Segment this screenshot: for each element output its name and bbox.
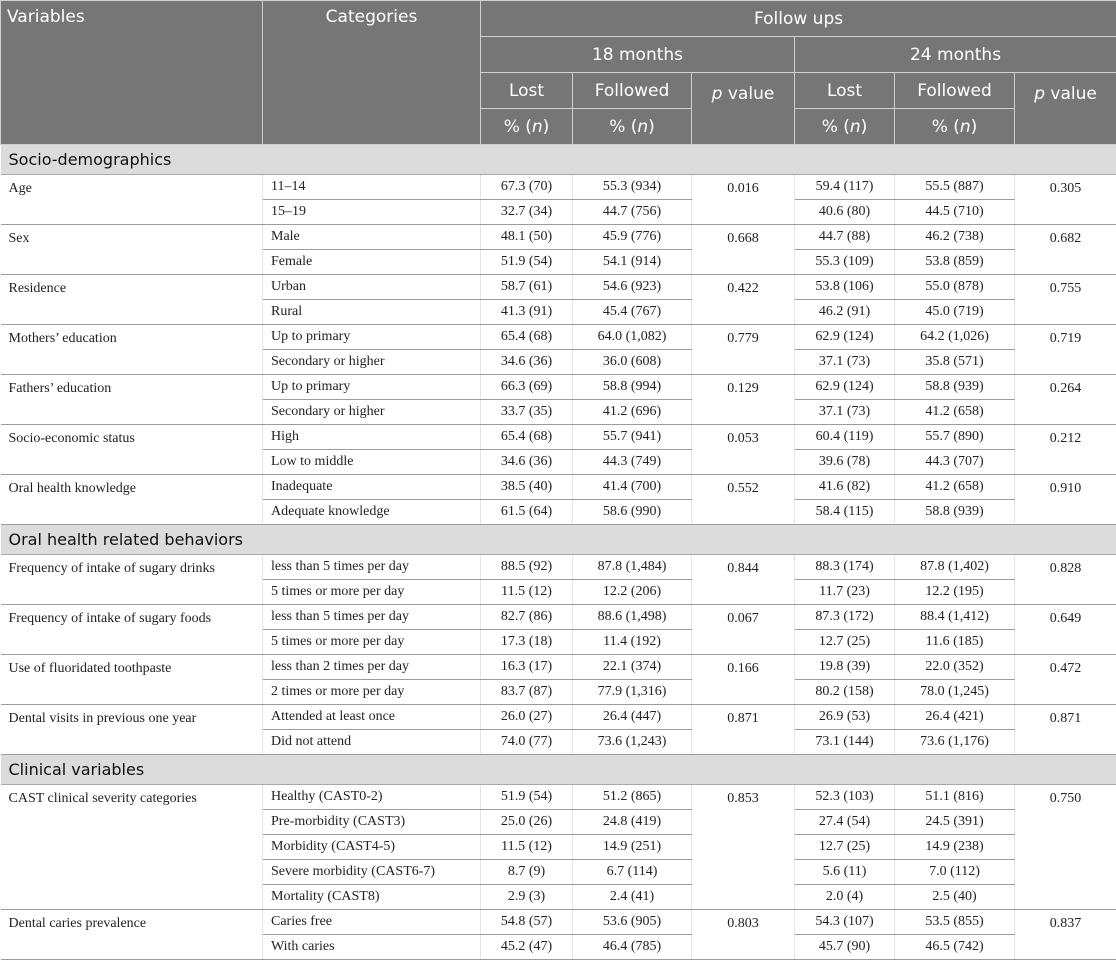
section-row: [1, 525, 1116, 555]
followed-18-cell: 24.8 (419): [573, 810, 692, 835]
followed-24-cell: 2.5 (40): [895, 885, 1015, 910]
category-cell: Pre-morbidity (CAST3): [263, 810, 481, 835]
p-value-18-cell: 0.016: [692, 175, 795, 225]
col-header-pct-n: % (n): [795, 109, 895, 145]
followed-18-cell: 87.8 (1,484): [573, 555, 692, 580]
followed-18-cell: 64.0 (1,082): [573, 325, 692, 350]
col-header-lost-18: Lost: [481, 73, 573, 109]
lost-18-cell: 48.1 (50): [481, 225, 573, 250]
section-row: [1, 755, 1116, 785]
col-header-pct-n: % (n): [481, 109, 573, 145]
lost-24-cell: 87.3 (172): [795, 605, 895, 630]
p-value-18-cell: 0.166: [692, 655, 795, 705]
followed-24-cell: 26.4 (421): [895, 705, 1015, 730]
followed-18-cell: 41.2 (696): [573, 400, 692, 425]
followed-18-cell: 46.4 (785): [573, 935, 692, 960]
lost-18-cell: 8.7 (9): [481, 860, 573, 885]
followed-24-cell: 41.2 (658): [895, 475, 1015, 500]
followed-18-cell: 11.4 (192): [573, 630, 692, 655]
p-value-24-cell: 0.649: [1015, 605, 1116, 655]
lost-18-cell: 34.6 (36): [481, 450, 573, 475]
followed-18-cell: 55.3 (934): [573, 175, 692, 200]
category-cell: Secondary or higher: [263, 400, 481, 425]
p-value-24-cell: 0.472: [1015, 655, 1116, 705]
category-cell: less than 5 times per day: [263, 555, 481, 580]
table-header: [1, 1, 1116, 145]
followed-24-cell: 87.8 (1,402): [895, 555, 1015, 580]
followed-18-cell: 58.6 (990): [573, 500, 692, 525]
variable-name: CAST clinical severity categories: [1, 785, 263, 910]
lost-24-cell: 41.6 (82): [795, 475, 895, 500]
variable-name: Fathers’ education: [1, 375, 263, 425]
followed-24-cell: 24.5 (391): [895, 810, 1015, 835]
p-value-18-cell: 0.871: [692, 705, 795, 755]
table-row: [1, 910, 1116, 935]
p-value-24-cell: 0.264: [1015, 375, 1116, 425]
p-value-18-cell: 0.053: [692, 425, 795, 475]
followed-18-cell: 14.9 (251): [573, 835, 692, 860]
followed-24-cell: 11.6 (185): [895, 630, 1015, 655]
followed-24-cell: 22.0 (352): [895, 655, 1015, 680]
followed-18-cell: 54.1 (914): [573, 250, 692, 275]
col-header-variables: Variables: [1, 1, 263, 145]
p-value-24-cell: 0.682: [1015, 225, 1116, 275]
lost-18-cell: 33.7 (35): [481, 400, 573, 425]
lost-24-cell: 44.7 (88): [795, 225, 895, 250]
lost-24-cell: 40.6 (80): [795, 200, 895, 225]
variable-name: Residence: [1, 275, 263, 325]
category-cell: Mortality (CAST8): [263, 885, 481, 910]
section-row: [1, 145, 1116, 175]
category-cell: Urban: [263, 275, 481, 300]
lost-18-cell: 38.5 (40): [481, 475, 573, 500]
lost-24-cell: 55.3 (109): [795, 250, 895, 275]
followed-24-cell: 55.5 (887): [895, 175, 1015, 200]
category-cell: Up to primary: [263, 325, 481, 350]
followed-18-cell: 55.7 (941): [573, 425, 692, 450]
table-row: [1, 175, 1116, 200]
followed-18-cell: 36.0 (608): [573, 350, 692, 375]
lost-24-cell: 39.6 (78): [795, 450, 895, 475]
col-header-p-value-24: [1015, 73, 1116, 145]
category-cell: 11–14: [263, 175, 481, 200]
followed-24-cell: 45.0 (719): [895, 300, 1015, 325]
lost-18-cell: 51.9 (54): [481, 250, 573, 275]
table-row: [1, 555, 1116, 580]
followed-18-cell: 51.2 (865): [573, 785, 692, 810]
category-cell: Inadequate: [263, 475, 481, 500]
lost-24-cell: 54.3 (107): [795, 910, 895, 935]
lost-18-cell: 11.5 (12): [481, 580, 573, 605]
p-value-24-cell: 0.828: [1015, 555, 1116, 605]
followed-24-cell: 14.9 (238): [895, 835, 1015, 860]
col-header-pct-n: % (n): [573, 109, 692, 145]
p-value-24-cell: 0.910: [1015, 475, 1116, 525]
variable-name: Age: [1, 175, 263, 225]
followed-24-cell: 53.8 (859): [895, 250, 1015, 275]
category-cell: Severe morbidity (CAST6-7): [263, 860, 481, 885]
followed-18-cell: 88.6 (1,498): [573, 605, 692, 630]
lost-18-cell: 2.9 (3): [481, 885, 573, 910]
p-value-24-cell: 0.750: [1015, 785, 1116, 910]
lost-24-cell: 12.7 (25): [795, 835, 895, 860]
category-cell: Low to middle: [263, 450, 481, 475]
lost-18-cell: 32.7 (34): [481, 200, 573, 225]
variable-name: Socio-economic status: [1, 425, 263, 475]
lost-24-cell: 5.6 (11): [795, 860, 895, 885]
followed-24-cell: 46.2 (738): [895, 225, 1015, 250]
col-header-p-value-18: [692, 73, 795, 145]
category-cell: Female: [263, 250, 481, 275]
category-cell: Caries free: [263, 910, 481, 935]
followed-24-cell: 41.2 (658): [895, 400, 1015, 425]
p-value-18-cell: 0.844: [692, 555, 795, 605]
followed-24-cell: 44.5 (710): [895, 200, 1015, 225]
lost-24-cell: 80.2 (158): [795, 680, 895, 705]
lost-18-cell: 88.5 (92): [481, 555, 573, 580]
lost-24-cell: 27.4 (54): [795, 810, 895, 835]
followed-24-cell: 58.8 (939): [895, 375, 1015, 400]
category-cell: Healthy (CAST0-2): [263, 785, 481, 810]
category-cell: less than 2 times per day: [263, 655, 481, 680]
p-value-24-cell: 0.837: [1015, 910, 1116, 960]
lost-18-cell: 25.0 (26): [481, 810, 573, 835]
table-row: [1, 655, 1116, 680]
table-row: [1, 605, 1116, 630]
followed-18-cell: 45.9 (776): [573, 225, 692, 250]
followed-24-cell: 73.6 (1,176): [895, 730, 1015, 755]
category-cell: 5 times or more per day: [263, 630, 481, 655]
lost-24-cell: 37.1 (73): [795, 350, 895, 375]
lost-24-cell: 26.9 (53): [795, 705, 895, 730]
followed-18-cell: 22.1 (374): [573, 655, 692, 680]
lost-18-cell: 11.5 (12): [481, 835, 573, 860]
category-cell: High: [263, 425, 481, 450]
followed-18-cell: 73.6 (1,243): [573, 730, 692, 755]
followed-18-cell: 44.7 (756): [573, 200, 692, 225]
p-value-18-cell: 0.779: [692, 325, 795, 375]
followed-18-cell: 54.6 (923): [573, 275, 692, 300]
variable-name: Dental caries prevalence: [1, 910, 263, 960]
followed-24-cell: 51.1 (816): [895, 785, 1015, 810]
lost-24-cell: 58.4 (115): [795, 500, 895, 525]
col-header-lost-24: Lost: [795, 73, 895, 109]
table-row: [1, 475, 1116, 500]
variable-name: Sex: [1, 225, 263, 275]
lost-24-cell: 59.4 (117): [795, 175, 895, 200]
lost-24-cell: 37.1 (73): [795, 400, 895, 425]
lost-24-cell: 62.9 (124): [795, 375, 895, 400]
followed-24-cell: 35.8 (571): [895, 350, 1015, 375]
followed-18-cell: 2.4 (41): [573, 885, 692, 910]
followed-18-cell: 45.4 (767): [573, 300, 692, 325]
category-cell: Rural: [263, 300, 481, 325]
lost-24-cell: 12.7 (25): [795, 630, 895, 655]
category-cell: 2 times or more per day: [263, 680, 481, 705]
col-header-18-months: 18 months: [481, 37, 795, 73]
col-header-categories: Categories: [263, 1, 481, 145]
variable-name: Use of fluoridated toothpaste: [1, 655, 263, 705]
lost-18-cell: 82.7 (86): [481, 605, 573, 630]
category-cell: Attended at least once: [263, 705, 481, 730]
lost-18-cell: 41.3 (91): [481, 300, 573, 325]
p-value-18-cell: 0.552: [692, 475, 795, 525]
p-value-18-cell: 0.067: [692, 605, 795, 655]
p-value-suffix: value: [1045, 84, 1097, 104]
category-cell: Morbidity (CAST4-5): [263, 835, 481, 860]
section-title: Socio-demographics: [1, 145, 1116, 175]
lost-18-cell: 51.9 (54): [481, 785, 573, 810]
category-cell: 5 times or more per day: [263, 580, 481, 605]
category-cell: Did not attend: [263, 730, 481, 755]
p-value-24-cell: 0.305: [1015, 175, 1116, 225]
p-value-18-cell: 0.803: [692, 910, 795, 960]
lost-24-cell: 52.3 (103): [795, 785, 895, 810]
table-row: [1, 375, 1116, 400]
lost-24-cell: 88.3 (174): [795, 555, 895, 580]
category-cell: Secondary or higher: [263, 350, 481, 375]
col-header-followed-18: Followed: [573, 73, 692, 109]
category-cell: Up to primary: [263, 375, 481, 400]
followed-24-cell: 46.5 (742): [895, 935, 1015, 960]
variable-name: Oral health knowledge: [1, 475, 263, 525]
lost-24-cell: 19.8 (39): [795, 655, 895, 680]
p-value-24-cell: 0.755: [1015, 275, 1116, 325]
followed-24-cell: 88.4 (1,412): [895, 605, 1015, 630]
followed-24-cell: 64.2 (1,026): [895, 325, 1015, 350]
variable-name: Mothers’ education: [1, 325, 263, 375]
followed-18-cell: 41.4 (700): [573, 475, 692, 500]
lost-18-cell: 67.3 (70): [481, 175, 573, 200]
lost-18-cell: 45.2 (47): [481, 935, 573, 960]
lost-18-cell: 58.7 (61): [481, 275, 573, 300]
lost-24-cell: 53.8 (106): [795, 275, 895, 300]
table-row: [1, 275, 1116, 300]
followed-18-cell: 26.4 (447): [573, 705, 692, 730]
table-body: [1, 145, 1116, 960]
p-symbol: p: [711, 84, 723, 104]
lost-24-cell: 73.1 (144): [795, 730, 895, 755]
section-title: Clinical variables: [1, 755, 1116, 785]
section-title: Oral health related behaviors: [1, 525, 1116, 555]
lost-24-cell: 2.0 (4): [795, 885, 895, 910]
p-value-suffix: value: [722, 84, 775, 104]
lost-18-cell: 65.4 (68): [481, 325, 573, 350]
followed-18-cell: 53.6 (905): [573, 910, 692, 935]
followed-18-cell: 58.8 (994): [573, 375, 692, 400]
lost-24-cell: 46.2 (91): [795, 300, 895, 325]
p-value-18-cell: 0.129: [692, 375, 795, 425]
followed-18-cell: 6.7 (114): [573, 860, 692, 885]
col-header-follow-ups: Follow ups: [481, 1, 1116, 37]
table-row: [1, 225, 1116, 250]
lost-18-cell: 74.0 (77): [481, 730, 573, 755]
followed-24-cell: 7.0 (112): [895, 860, 1015, 885]
table-row: [1, 785, 1116, 810]
p-value-24-cell: 0.719: [1015, 325, 1116, 375]
p-value-18-cell: 0.853: [692, 785, 795, 910]
followed-18-cell: 44.3 (749): [573, 450, 692, 475]
category-cell: 15–19: [263, 200, 481, 225]
followed-24-cell: 55.7 (890): [895, 425, 1015, 450]
lost-18-cell: 16.3 (17): [481, 655, 573, 680]
variable-name: Frequency of intake of sugary drinks: [1, 555, 263, 605]
followed-24-cell: 58.8 (939): [895, 500, 1015, 525]
p-value-24-cell: 0.871: [1015, 705, 1116, 755]
lost-24-cell: 11.7 (23): [795, 580, 895, 605]
col-header-24-months: 24 months: [795, 37, 1116, 73]
lost-24-cell: 62.9 (124): [795, 325, 895, 350]
variable-name: Dental visits in previous one year: [1, 705, 263, 755]
lost-24-cell: 60.4 (119): [795, 425, 895, 450]
lost-18-cell: 17.3 (18): [481, 630, 573, 655]
followed-24-cell: 55.0 (878): [895, 275, 1015, 300]
category-cell: Male: [263, 225, 481, 250]
followed-18-cell: 77.9 (1,316): [573, 680, 692, 705]
lost-18-cell: 65.4 (68): [481, 425, 573, 450]
category-cell: Adequate knowledge: [263, 500, 481, 525]
lost-18-cell: 66.3 (69): [481, 375, 573, 400]
lost-18-cell: 83.7 (87): [481, 680, 573, 705]
table-row: [1, 325, 1116, 350]
lost-18-cell: 26.0 (27): [481, 705, 573, 730]
p-symbol: p: [1034, 84, 1045, 104]
followed-24-cell: 78.0 (1,245): [895, 680, 1015, 705]
followed-24-cell: 12.2 (195): [895, 580, 1015, 605]
lost-18-cell: 34.6 (36): [481, 350, 573, 375]
followed-24-cell: 53.5 (855): [895, 910, 1015, 935]
category-cell: less than 5 times per day: [263, 605, 481, 630]
followed-18-cell: 12.2 (206): [573, 580, 692, 605]
variable-name: Frequency of intake of sugary foods: [1, 605, 263, 655]
table-row: [1, 425, 1116, 450]
lost-24-cell: 45.7 (90): [795, 935, 895, 960]
col-header-followed-24: Followed: [895, 73, 1015, 109]
lost-18-cell: 54.8 (57): [481, 910, 573, 935]
p-value-18-cell: 0.422: [692, 275, 795, 325]
table-row: [1, 705, 1116, 730]
col-header-pct-n: % (n): [895, 109, 1015, 145]
p-value-18-cell: 0.668: [692, 225, 795, 275]
p-value-24-cell: 0.212: [1015, 425, 1116, 475]
followed-24-cell: 44.3 (707): [895, 450, 1015, 475]
category-cell: With caries: [263, 935, 481, 960]
lost-18-cell: 61.5 (64): [481, 500, 573, 525]
